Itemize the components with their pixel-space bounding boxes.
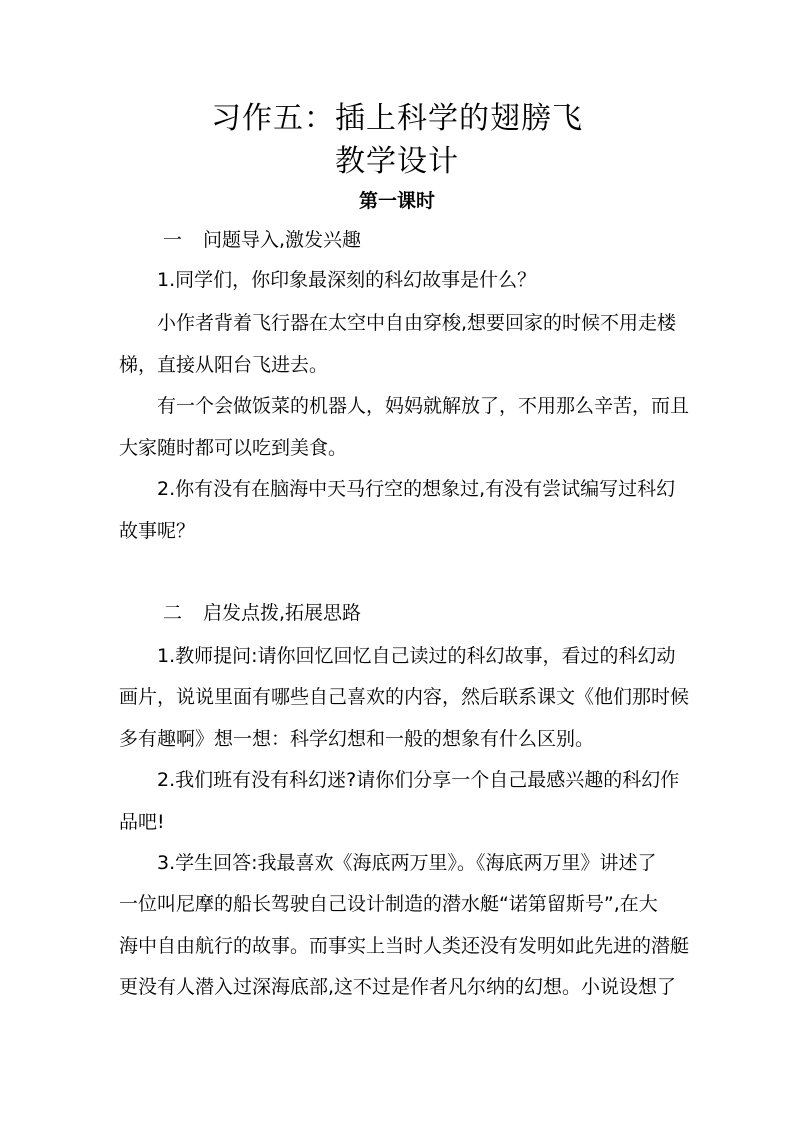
paragraph-line: 大家随时都可以吃到美食。 — [119, 437, 348, 459]
section-heading — [163, 227, 361, 253]
paragraph-line: 梯，直接从阳台飞进去。 — [119, 354, 329, 376]
paragraph-line: 2.你有没有在脑海中天马行空的想象过,有没有尝试编写过科幻 — [157, 478, 676, 500]
document-title-line2: 教学设计 — [335, 144, 459, 179]
paragraph-line: 小作者背着飞行器在太空中自由穿梭,想要回家的时候不用走楼 — [157, 312, 677, 334]
section-number: 二 — [163, 602, 183, 624]
paragraph-line: 一位叫尼摩的船长驾驶自己设计制造的潜水艇“诺第留斯号”,在大 — [119, 893, 658, 915]
paragraph-line: 故事呢？ — [119, 520, 196, 542]
paragraph-line: 品吧! — [119, 811, 165, 833]
paragraph-line: 2.我们班有没有科幻迷?请你们分享一个自己最感兴趣的科幻作 — [157, 769, 680, 791]
lesson-label: 第一课时 — [358, 190, 435, 212]
paragraph-line: 画片，说说里面有哪些自己喜欢的内容，然后联系课文《他们那时候 — [119, 686, 690, 708]
paragraph-line: 1.同学们，你印象最深刻的科幻故事是什么？ — [157, 269, 537, 291]
paragraph-line: 3.学生回答:我最喜欢《海底两万里》。《海底两万里》讲述了 — [157, 852, 657, 874]
paragraph-line: 更没有人潜入过深海底部,这不过是作者凡尔纳的幻想。小说设想了 — [119, 976, 677, 998]
section-heading-text: 启发点拨,拓展思路 — [203, 602, 362, 624]
section-number: 一 — [163, 229, 183, 251]
section-heading — [163, 600, 361, 626]
section-heading-text: 问题导入,激发兴趣 — [203, 229, 362, 251]
paragraph-line: 有一个会做饭菜的机器人，妈妈就解放了，不用那么辛苦，而且 — [157, 395, 690, 417]
paragraph-line: 1.教师提问:请你回忆回忆自己读过的科幻故事，看过的科幻动 — [157, 645, 676, 667]
document-title: 习作五：插上科学的翅膀飞 — [211, 101, 583, 136]
paragraph-line: 多有趣啊》想一想：科学幻想和一般的想象有什么区别。 — [119, 728, 595, 750]
paragraph-line: 海中自由航行的故事。而事实上当时人类还没有发明如此先进的潜艇 — [119, 935, 690, 957]
